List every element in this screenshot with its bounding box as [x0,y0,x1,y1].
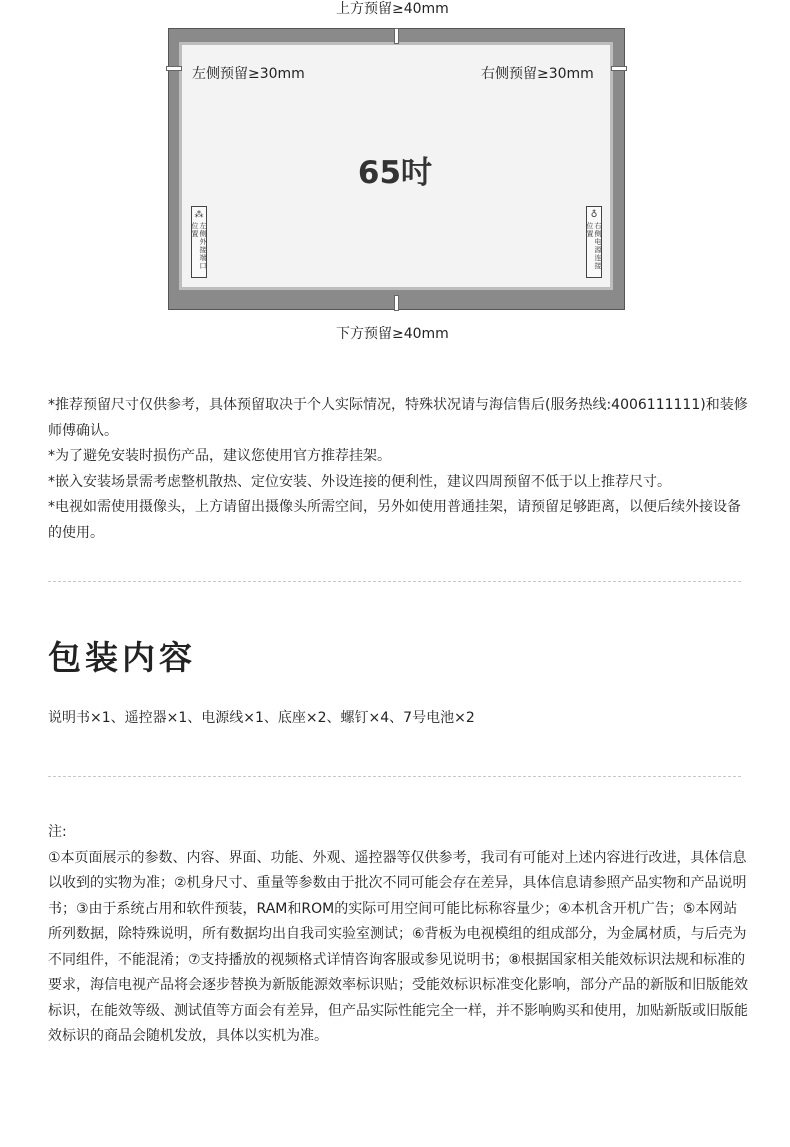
note-item: *电视如需使用摄像头，上方请留出摄像头所需空间，另外如使用普通挂架，请预留足够距离，以便后续外接设备的使用。 [48,499,741,541]
note-item: *推荐预留尺寸仅供参考，具体预留取决于个人实际情况，特殊状况请与海信售后(服务热线:4006111111)和装修师傅确认。 [48,397,748,439]
left-port-label: 左侧外接端口位置 [191,222,207,270]
right-clearance-label: 右侧预留≥30mm [481,66,594,82]
bottom-gap-marker [394,295,399,311]
bottom-edge-strip [179,287,613,290]
package-section-title: 包装内容 [48,638,196,677]
installation-clearance-diagram [0,0,790,345]
top-gap-marker [394,28,399,44]
installation-notes [48,393,748,546]
package-items: 说明书×1、遥控器×1、电源线×1、底座×2、螺钉×4、7号电池×2 [48,710,475,726]
divider [48,776,741,777]
left-clearance-label: 左侧预留≥30mm [192,66,305,82]
tv-size-label: 65吋 [357,155,433,191]
left-port-box [191,206,207,278]
disclaimer-label: 注: [48,824,67,840]
disclaimer-text: ①本页面展示的参数、内容、界面、功能、外观、遥控器等仅供参考，我司有可能对上述内容进行改进，具体信息以收到的实物为准；②机身尺寸、重量等参数由于批次不同可能会存在差异，具体信息请参照产品实物和产品说明书；③由于系统占用和软件预装，RAM和ROM的实际可用空间可能比标称容量少；④本机含开机广告；⑤本网站所列数据，除特殊说明，所有数据均出自我司实验室测试；⑥背板为电视模组的组成部分，为金属材质，与后壳为不同组件，不能混淆；⑦支持播放的视频格式详情咨询客服或参见说明书；⑧根据国家相关能效标识法规和标准的要求，海信电视产品将会逐步替换为新版能源效率标识贴；受能效标识标准变化影响，部分产品的新版和旧版能效标识，在能效等级、测试值等方面会有差异，但产品实际性能完全一样，并不影响购买和使用，加贴新版或旧版能效标识的商品会随机发放，具体以实机为准。 [48,849,748,1044]
right-port-label: 右侧电源连接位置 [586,222,602,270]
disclaimer [48,820,748,1050]
note-item: *嵌入安装场景需考虑整机散热、定位安装、外设连接的便利性，建议四周预留不低于以上推荐尺寸。 [48,473,671,490]
note-item: *为了避免安装时损伤产品，建议您使用官方推荐挂架。 [48,448,391,464]
usb-icon: ⁂ [194,210,204,220]
top-clearance-label: 上方预留≥40mm [336,1,449,17]
divider [48,581,741,582]
left-gap-marker [166,66,182,71]
right-gap-marker [611,66,627,71]
power-plug-icon: ♁ [590,210,598,220]
bottom-clearance-label: 下方预留≥40mm [336,326,449,342]
right-port-box [586,206,602,278]
